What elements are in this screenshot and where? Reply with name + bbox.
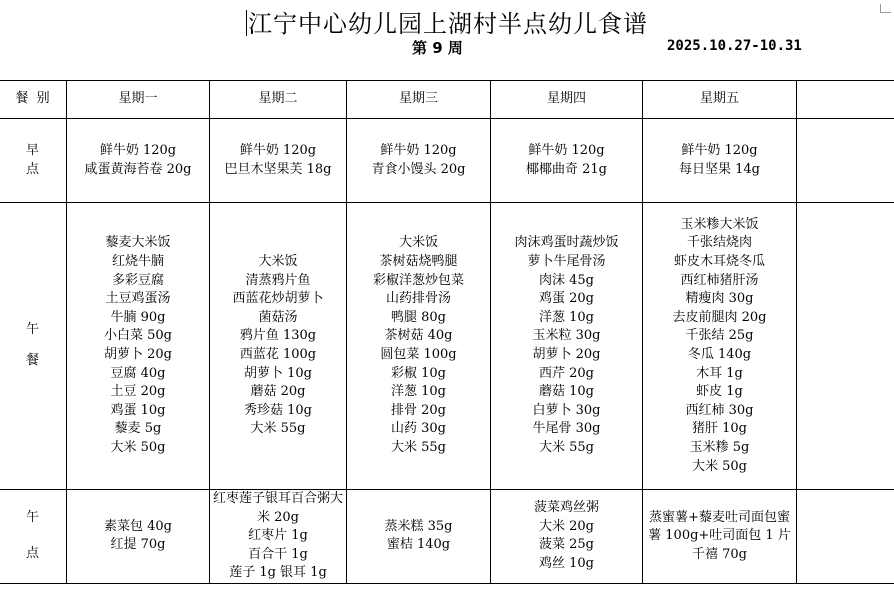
day-header-mon: 星期一 xyxy=(67,81,210,119)
breakfast-row xyxy=(0,119,894,203)
header-row xyxy=(0,81,894,119)
empty-header-cell xyxy=(797,81,894,119)
empty-cell xyxy=(797,203,894,490)
snack-mon: 素菜包 40g 红提 70g xyxy=(67,490,210,584)
menu-table xyxy=(0,80,894,584)
lunch-fri: 玉米糁大米饭 千张结烧肉 虾皮木耳烧冬瓜 西红柿猪肝汤 精瘦肉 30g 去皮前腿肉 20g 千张结 25g 冬瓜 140g 木耳 1g 虾皮 1g 西红柿 30g 猪肝 10g 玉米糁 5g 大米 50g xyxy=(643,203,797,490)
lunch-row xyxy=(0,203,894,490)
day-header-wed: 星期三 xyxy=(347,81,491,119)
lunch-mon: 藜麦大米饭 红烧牛腩 多彩豆腐 土豆鸡蛋汤 牛腩 90g 小白菜 50g 胡萝卜 20g 豆腐 40g 土豆 20g 鸡蛋 10g 藜麦 5g 大米 50g xyxy=(67,203,210,490)
snack-tue: 红枣莲子银耳百合粥大米 20g 红枣片 1g 百合干 1g 莲子 1g 银耳 1g xyxy=(210,490,347,584)
breakfast-wed: 鲜牛奶 120g 青食小馒头 20g xyxy=(347,119,491,203)
text-cursor xyxy=(246,10,247,36)
snack-wed: 蒸米糕 35g 蜜桔 140g xyxy=(347,490,491,584)
snack-fri: 蒸蜜薯+藜麦吐司面包蜜薯 100g+吐司面包 1 片 千禧 70g xyxy=(643,490,797,584)
snack-row xyxy=(0,490,894,584)
breakfast-mon: 鲜牛奶 120g 咸蛋黄海苔卷 20g xyxy=(67,119,210,203)
breakfast-thu: 鲜牛奶 120g 椰椰曲奇 21g xyxy=(491,119,643,203)
lunch-thu: 肉沫鸡蛋时蔬炒饭 萝卜牛尾骨汤 肉沫 45g 鸡蛋 20g 洋葱 10g 玉米粒 30g 胡萝卜 20g 西芹 20g 蘑菇 10g 白萝卜 30g 牛尾骨 30g 大米 55g xyxy=(491,203,643,490)
snack-label: 午 点 xyxy=(0,490,67,584)
lunch-wed: 大米饭 茶树菇烧鸭腿 彩椒洋葱炒包菜 山药排骨汤 鸭腿 80g 茶树菇 40g 圆包菜 100g 彩椒 10g 洋葱 10g 排骨 20g 山药 30g 大米 55g xyxy=(347,203,491,490)
empty-cell xyxy=(797,119,894,203)
day-header-fri: 星期五 xyxy=(643,81,797,119)
meal-type-header: 餐 别 xyxy=(0,81,67,119)
date-range: 2025.10.27-10.31 xyxy=(667,38,802,54)
lunch-tue: 大米饭 清蒸鸦片鱼 西蓝花炒胡萝卜 菌菇汤 鸦片鱼 130g 西蓝花 100g 胡萝卜 10g 蘑菇 20g 秀珍菇 10g 大米 55g xyxy=(210,203,347,490)
breakfast-label: 早 点 xyxy=(0,119,67,203)
lunch-label: 午 餐 xyxy=(0,203,67,490)
week-number: 第 9 周 xyxy=(412,39,463,57)
empty-cell xyxy=(797,490,894,584)
breakfast-tue: 鲜牛奶 120g 巴旦木坚果芙 18g xyxy=(210,119,347,203)
day-header-thu: 星期四 xyxy=(491,81,643,119)
page-title xyxy=(0,4,894,39)
title-text: 江宁中心幼儿园上湖村半点幼儿食谱 xyxy=(248,10,648,38)
day-header-tue: 星期二 xyxy=(210,81,347,119)
snack-thu: 菠菜鸡丝粥 大米 20g 菠菜 25g 鸡丝 10g xyxy=(491,490,643,584)
breakfast-fri: 鲜牛奶 120g 每日坚果 14g xyxy=(643,119,797,203)
